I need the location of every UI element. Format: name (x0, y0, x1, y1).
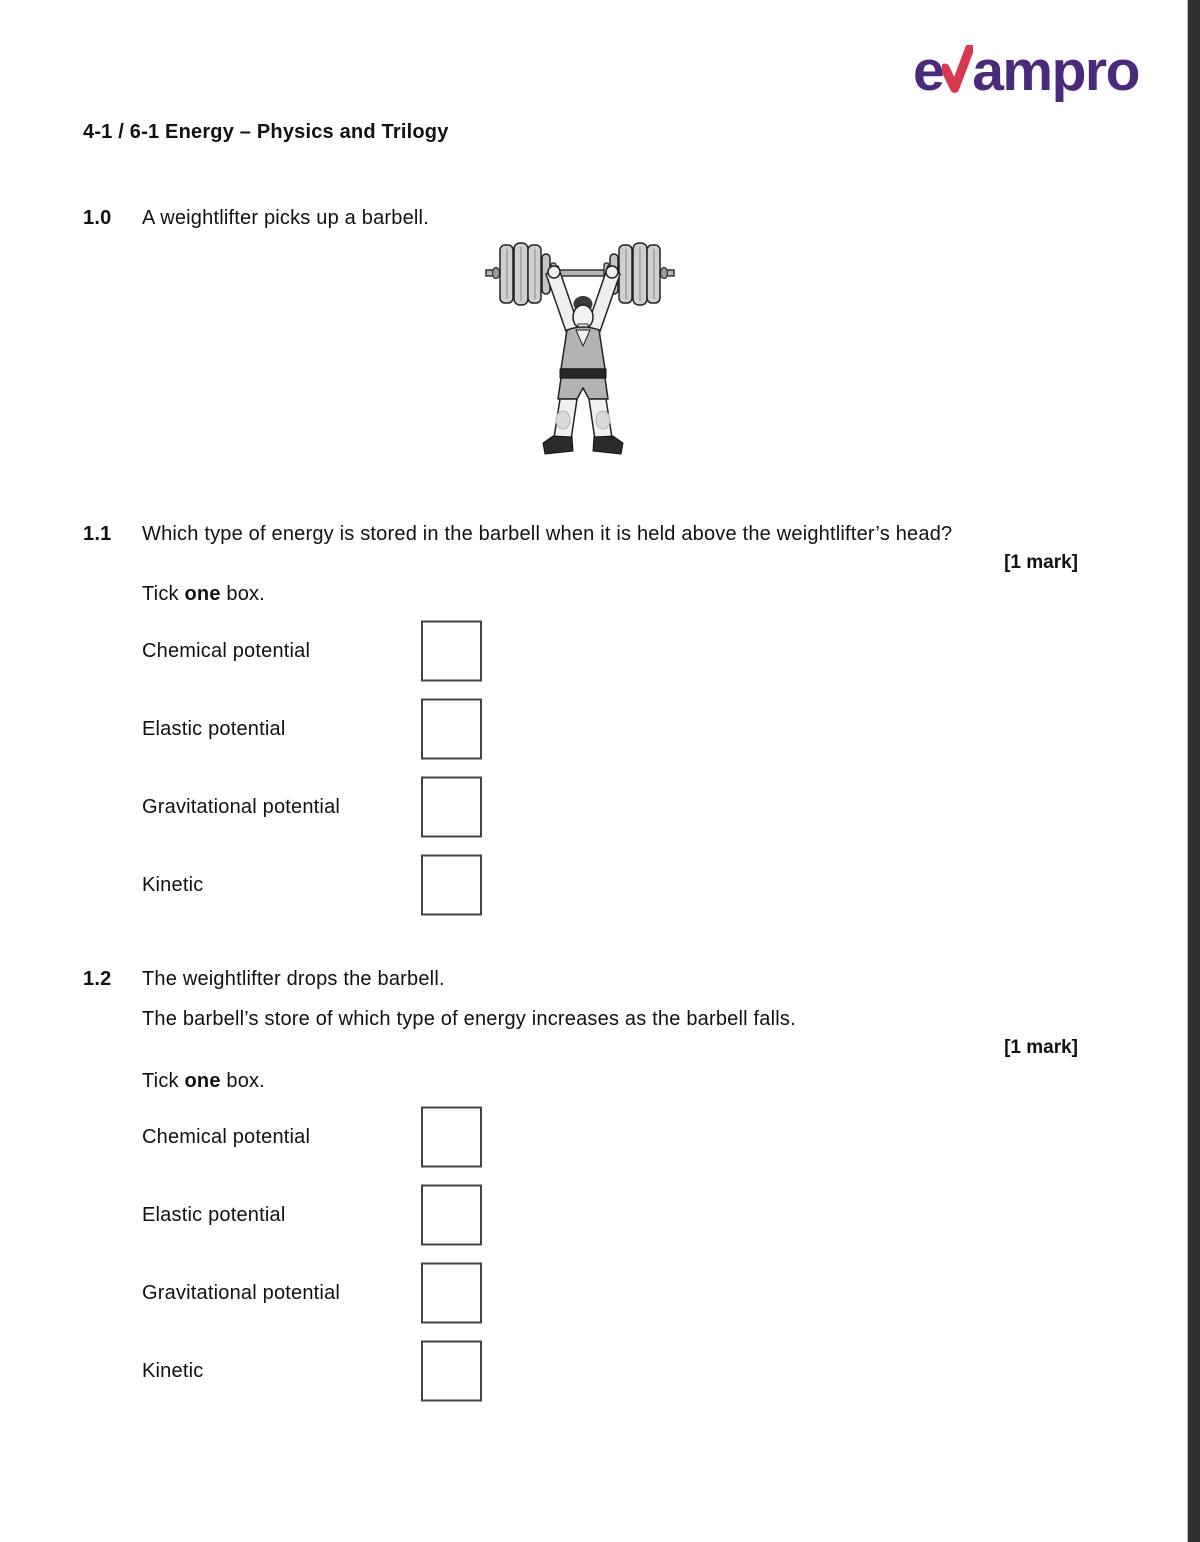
checkbox-elastic-potential[interactable] (421, 699, 482, 760)
question-text: The weightlifter drops the barbell. (142, 968, 445, 990)
option-row (142, 1176, 562, 1254)
marks-label: [1 mark] (1004, 552, 1078, 573)
question-number: 1.0 (83, 207, 112, 229)
checkbox-gravitational-potential[interactable] (421, 777, 482, 838)
checkbox-kinetic[interactable] (421, 855, 482, 916)
tick-instruction: Tick one box. (142, 583, 266, 605)
checkbox-elastic-potential-2[interactable] (421, 1185, 482, 1246)
option-label: Elastic potential (142, 717, 286, 740)
checkbox-kinetic-2[interactable] (421, 1341, 482, 1402)
option-label: Gravitational potential (142, 795, 341, 818)
option-label: Chemical potential (142, 639, 311, 662)
option-row (142, 1098, 562, 1176)
question-number: 1.2 (83, 968, 112, 990)
option-row (142, 768, 562, 846)
red-check-icon (942, 45, 973, 97)
options-group-q2 (142, 1098, 562, 1410)
window-edge-strip (1187, 0, 1200, 1542)
option-label: Chemical potential (142, 1125, 311, 1148)
question-1-2-line2: The barbell’s store of which type of energy increases as the barbell falls. (142, 1008, 796, 1030)
weightlifter-illustration (480, 240, 680, 468)
intro-text: A weightlifter picks up a barbell. (142, 207, 429, 229)
question-number: 1.1 (83, 523, 112, 545)
question-1-1-line (83, 521, 952, 547)
option-row (142, 1332, 562, 1410)
page-title: 4-1 / 6-1 Energy – Physics and Trilogy (83, 121, 449, 143)
question-1-2-line (83, 966, 445, 992)
option-row (142, 612, 562, 690)
tick-instruction: Tick one box. (142, 1070, 266, 1092)
option-label: Kinetic (142, 1359, 204, 1382)
exampro-logo (913, 38, 1139, 104)
logo-text-post: ampro (972, 39, 1139, 103)
option-label: Kinetic (142, 873, 204, 896)
option-row (142, 690, 562, 768)
option-row (142, 846, 562, 924)
option-label: Elastic potential (142, 1203, 286, 1226)
marks-label: [1 mark] (1004, 1037, 1078, 1058)
question-text: Which type of energy is stored in the barbell when it is held above the weightlifter’s head? (142, 523, 953, 545)
weightlifter-man (543, 266, 623, 454)
checkbox-chemical-potential-2[interactable] (421, 1107, 482, 1168)
logo-text-pre: e (913, 39, 944, 103)
options-group-q1 (142, 612, 562, 924)
option-row (142, 1254, 562, 1332)
checkbox-gravitational-potential-2[interactable] (421, 1263, 482, 1324)
intro-line (83, 205, 429, 231)
checkbox-chemical-potential[interactable] (421, 621, 482, 682)
option-label: Gravitational potential (142, 1281, 341, 1304)
